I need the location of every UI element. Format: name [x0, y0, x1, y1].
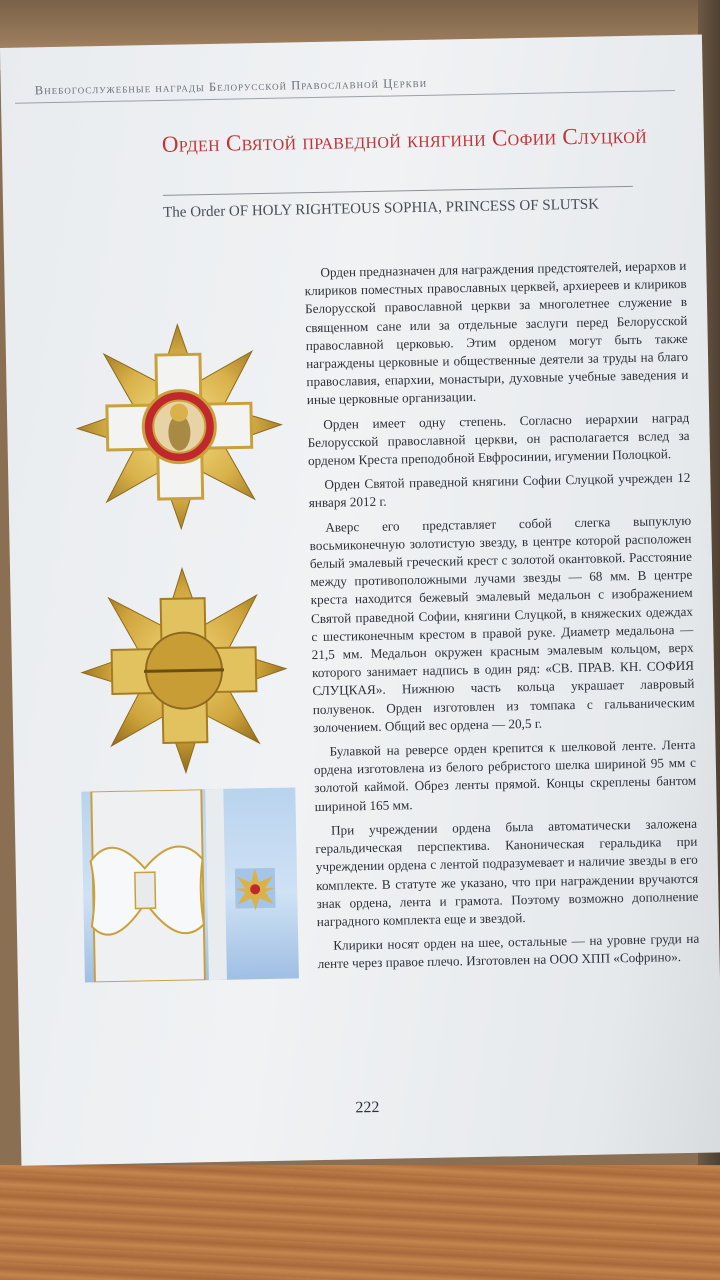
paragraph: Орден предназначен для награждения предстоятелей, иерархов и клириков поместных православных церквей, архиереев и клириков Белорусской православной церкви за многолетнее служение в священном сане или за отдельные заслуги перед Белорусской православной церковью. Этим орденом могут быть также награждены церковные и общественные деятели за труды на благо православия, епархии, монастыри, духовные учебные заведения и иные церковные организации. — [304, 257, 689, 408]
title-rule — [163, 186, 633, 196]
bow-knot — [135, 872, 156, 908]
paragraph: Аверс его представляет собой слегка выпуклую восьмиконечную золотистую звезду, в центре которой расположен белый эмалевый греческий крест с золотой окантовкой. Расстояние между противоположными лучами звезды — 68 мм. В центре креста находится бежевый эмалевый медальон с изображением Святой праведной Софии, княгини Слуцкой, в княжеских одеждах с шестиконечным крестом в правой руке. Диаметр медальона — 21,5 мм. Медальон окружен красным эмалевым кольцом, верх которого занимает надпись в один ряд: «СВ. ПРАВ. КН. СОФИЯ СЛУЦКАЯ». Нижнюю часть кольца украшает лавровый полувенок. Орден изготовлен из томпака с гальваническим золочением. Общий вес ордена — 20,5 г. — [309, 512, 695, 735]
pin-clasp — [144, 670, 224, 672]
order-reverse-image — [76, 563, 292, 779]
book-page — [0, 35, 720, 1166]
page-subtitle: The Order OF HOLY RIGHTEOUS SOPHIA, PRINCESS OF SLUTSK — [163, 196, 600, 221]
ribbon-photo — [81, 787, 299, 982]
paragraph: Клирики носят орден на шее, остальные — на уровне груди на ленте через правое плечо. Изготовлен на ООО ХПП «Софрино». — [317, 930, 700, 972]
ribbon-strip — [205, 789, 227, 980]
page-title: Орден Святой праведной княгини Софии Слуцкой — [161, 122, 648, 157]
paragraph: Булавкой на реверсе орден крепится к шелковой ленте. Лента ордена изготовлена из белого ребристого шелка шириной 95 мм с золотой каймой. Обрез ленты прямой. Концы скреплены бантом шириной 165 мм. — [313, 736, 697, 814]
paragraph: При учреждении ордена была автоматически заложена геральдическая перспектива. Каноническая геральдика при учреждении ордена с лентой подразумевает и наличие звезды в его комплекте. В статуте же указано, что при награждении вручаются знак ордена, лента и грамота. Поэтому возможно дополнение наградного комплекта еще и звездой. — [315, 815, 699, 929]
body-text — [304, 257, 700, 980]
running-head: Внебогослужебные награды Белорусской Православной Церкви — [34, 75, 428, 98]
paragraph: Орден Святой праведной княгини Софии Слуцкой учрежден 12 января 2012 г. — [308, 470, 691, 511]
order-obverse-image — [71, 319, 287, 535]
page-number: 222 — [355, 1098, 380, 1117]
paragraph: Орден имеет одну степень. Согласно иерархии наград Белорусской православной церкви, он располагается вслед за орденом Креста преподобной Евфросинии, игумении Полоцкой. — [307, 409, 690, 469]
table-surface-bottom — [0, 1165, 720, 1280]
